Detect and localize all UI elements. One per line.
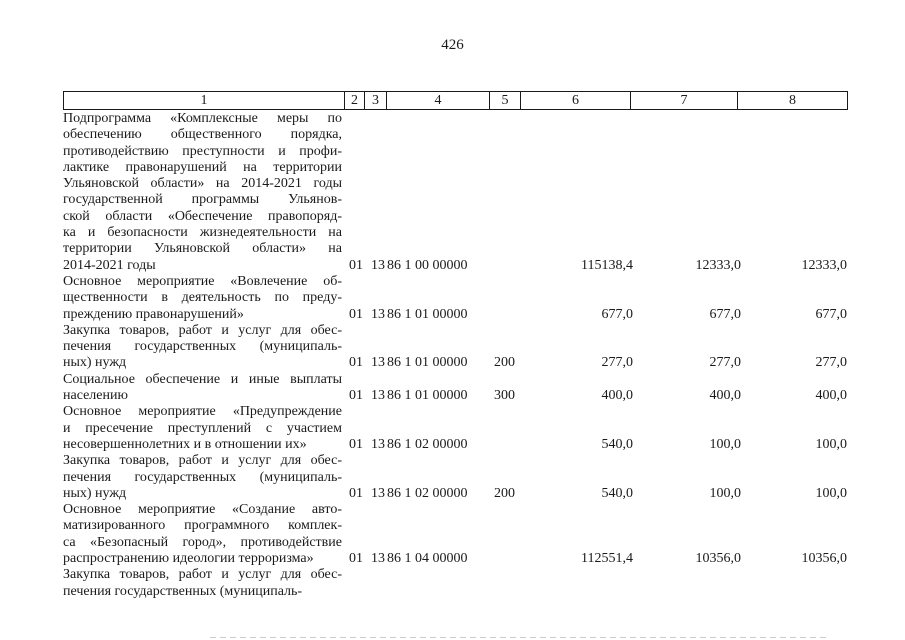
row-name-line: территории Ульяновской области» на xyxy=(63,241,342,257)
amount-col-7: 100,0 xyxy=(709,485,741,501)
amount-col-7: 677,0 xyxy=(709,306,741,322)
row-name-line: Закупка товаров, работ и услуг для обес- xyxy=(63,567,342,583)
subsection-code: 13 xyxy=(371,257,385,273)
target-article-code: 86 1 01 00000 xyxy=(387,306,468,322)
target-article-code: 86 1 02 00000 xyxy=(387,436,468,452)
row-codes xyxy=(63,258,853,274)
row-name-line: обеспечению общественного порядка, xyxy=(63,127,342,143)
row-name xyxy=(63,111,342,274)
row-name-line: населению xyxy=(63,388,128,404)
column-header-table xyxy=(63,91,848,110)
row-name-line: ской области «Обеспечение правопоряд- xyxy=(63,208,342,224)
subsection-code: 13 xyxy=(371,388,385,404)
row-name-line: са «Безопасный город», противодействие xyxy=(63,534,342,550)
row-name-line: Закупка товаров, работ и услуг для обес- xyxy=(63,453,342,469)
amount-col-8: 677,0 xyxy=(815,306,847,322)
row-name-line: ных) нужд xyxy=(63,485,127,501)
target-article-code: 86 1 01 00000 xyxy=(387,355,468,371)
section-code: 01 xyxy=(349,551,363,567)
row-name-line: Основное мероприятие «Предупреждение xyxy=(63,404,342,420)
section-code: 01 xyxy=(349,257,363,273)
row-name-line: ных) нужд xyxy=(63,355,127,371)
row-name-line: Социальное обеспечение и иные выплаты xyxy=(63,371,342,387)
row-name-line: Закупка товаров, работ и услуг для обес- xyxy=(63,322,342,338)
amount-col-7: 100,0 xyxy=(709,436,741,452)
row-codes xyxy=(63,551,853,567)
column-header-5: 5 xyxy=(490,92,521,110)
table-row xyxy=(63,111,853,274)
amount-col-7: 400,0 xyxy=(709,388,741,404)
scan-artifact-line xyxy=(210,637,830,638)
row-codes xyxy=(63,388,853,404)
amount-col-8: 10356,0 xyxy=(801,551,847,567)
amount-col-7: 12333,0 xyxy=(695,257,741,273)
row-name-line: и пресечение преступлений с участием xyxy=(63,420,342,436)
row-name-line: 2014-2021 годы xyxy=(63,257,156,273)
row-name-line: Подпрограмма «Комплексные меры по xyxy=(63,111,342,126)
subsection-code: 13 xyxy=(371,355,385,371)
target-article-code: 86 1 00 00000 xyxy=(387,257,468,273)
target-article-code: 86 1 04 00000 xyxy=(387,551,468,567)
row-codes xyxy=(63,437,853,453)
row-name-line: Ульяновской области» на 2014-2021 годы xyxy=(63,176,342,192)
section-code: 01 xyxy=(349,388,363,404)
row-name-line: распространению идеологии терроризма» xyxy=(63,551,314,567)
amount-col-8: 100,0 xyxy=(815,485,847,501)
row-name-line: противодействию преступности и профи- xyxy=(63,143,342,159)
page-number: 426 xyxy=(441,37,464,53)
row-name-line: печения государственных (муниципаль- xyxy=(63,583,303,599)
column-header-4: 4 xyxy=(387,92,490,110)
amount-col-6: 277,0 xyxy=(601,355,633,371)
row-name-line: преждению правонарушений» xyxy=(63,306,244,322)
column-header-7: 7 xyxy=(631,92,738,110)
row-name-line: Основное мероприятие «Вовлечение об- xyxy=(63,273,342,289)
target-article-code: 86 1 02 00000 xyxy=(387,485,468,501)
column-header-2: 2 xyxy=(345,92,365,110)
row-name-line: лактике правонарушений на территории xyxy=(63,159,342,175)
row-name-line: государственной программы Ульянов- xyxy=(63,192,342,208)
subsection-code: 13 xyxy=(371,485,385,501)
amount-col-6: 540,0 xyxy=(601,436,633,452)
amount-col-8: 400,0 xyxy=(815,388,847,404)
section-code: 01 xyxy=(349,485,363,501)
subsection-code: 13 xyxy=(371,436,385,452)
column-header-3: 3 xyxy=(365,92,387,110)
row-codes xyxy=(63,307,853,323)
row-codes xyxy=(63,355,853,371)
column-header-row xyxy=(64,92,848,110)
row-codes xyxy=(63,486,853,502)
amount-col-6: 115138,4 xyxy=(581,257,633,273)
row-name-line: печения государственных (муниципаль- xyxy=(63,339,342,355)
row-name-line: матизированного программного комплек- xyxy=(63,518,342,534)
amount-col-8: 277,0 xyxy=(815,355,847,371)
column-header-8: 8 xyxy=(738,92,848,110)
amount-col-6: 540,0 xyxy=(601,485,633,501)
row-name-line: печения государственных (муниципаль- xyxy=(63,469,342,485)
column-header-1: 1 xyxy=(64,92,345,110)
table-row xyxy=(63,323,853,372)
row-codes xyxy=(63,584,853,600)
expense-type-code: 200 xyxy=(494,485,515,501)
row-name-line: несовершеннолетних и в отношении их» xyxy=(63,436,307,452)
amount-col-6: 112551,4 xyxy=(581,551,633,567)
column-header-6: 6 xyxy=(521,92,631,110)
target-article-code: 86 1 01 00000 xyxy=(387,388,468,404)
subsection-code: 13 xyxy=(371,551,385,567)
row-name-line: Основное мероприятие «Создание авто- xyxy=(63,502,342,518)
amount-col-8: 100,0 xyxy=(815,436,847,452)
table-row xyxy=(63,404,853,453)
row-name-line: щественности в деятельность по преду- xyxy=(63,290,342,306)
row-name-line: ка и безопасности жизнедеятельности на xyxy=(63,225,342,241)
section-code: 01 xyxy=(349,306,363,322)
amount-col-7: 10356,0 xyxy=(695,551,741,567)
section-code: 01 xyxy=(349,436,363,452)
amount-col-6: 400,0 xyxy=(601,388,633,404)
expense-type-code: 300 xyxy=(494,388,515,404)
amount-col-7: 277,0 xyxy=(709,355,741,371)
table-row xyxy=(63,567,853,600)
section-code: 01 xyxy=(349,355,363,371)
table-row xyxy=(63,453,853,502)
budget-table-body xyxy=(63,111,853,600)
expense-type-code: 200 xyxy=(494,355,515,371)
table-row xyxy=(63,502,853,567)
table-row xyxy=(63,274,853,323)
amount-col-8: 12333,0 xyxy=(801,257,847,273)
amount-col-6: 677,0 xyxy=(601,306,633,322)
subsection-code: 13 xyxy=(371,306,385,322)
table-row xyxy=(63,372,853,405)
